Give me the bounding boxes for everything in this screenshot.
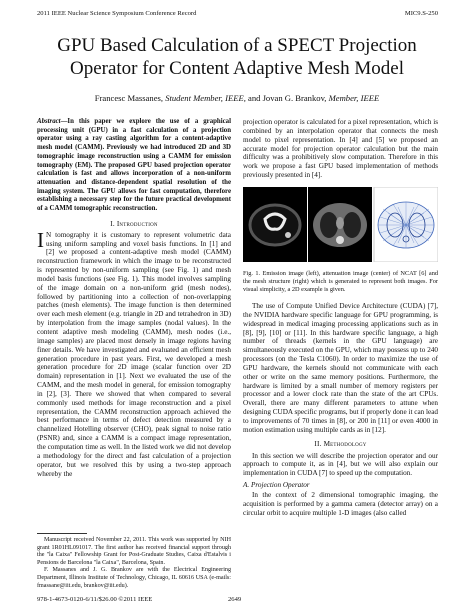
- author-2-role: Member, IEEE: [328, 93, 380, 103]
- title-line-1: GPU Based Calculation of a SPECT Projection: [57, 35, 417, 56]
- abstract-text: —In this paper we explore the use of a graphical processing unit (GPU) in a fast calculation of a projection operator using a ray casting algorithm for a content-adaptive mesh model (CAMM). Previously we had introduced 2D and 3D tomographic image reconstruction using a CAMM for emission tomography (EM). The proposed GPU based projection operator calculation is fast and allows incorporation of a non-uniform attenuation and distance-dependent spatial resolution of the imaging system. The GPU allows for fast computation, therefore establishing a necessary step for the future practical development of a CAMM tomographic reconstruction.: [37, 118, 231, 213]
- author-line: [0, 93, 474, 103]
- author-1: Francesc Massanes,: [94, 93, 164, 103]
- footnote-rule: [37, 533, 87, 534]
- right-paragraph-1: projection operator is calculated for a pixel representation, which is combined by an interpolation operator that connects the mesh model to pixel representation. In [4] and [5] we proposed an accurate model for projection operator calculation but the main difficulty was a prohibitively slow computation. Therefore in this work we propose a fast GPU based implementation of methods previously presented in [4].: [243, 118, 438, 180]
- section-heading-introduction: I. Introduction: [110, 219, 158, 228]
- footer-isbn: 978-1-4673-0120-6/11/$26.00 ©2011 IEEE: [37, 596, 153, 603]
- right-column-bottom: [243, 302, 438, 517]
- subsection-heading-projection-operator: A. Projection Operator: [243, 481, 310, 490]
- figure-1-caption: Fig. 1. Emission image (left), attenuation image (center) of NCAT [6] and the mesh structure (right) which is generated to represent both images. For visual simplicity, a 2D example is given.: [243, 270, 438, 293]
- paper-title: [0, 34, 474, 80]
- section-heading-methodology: II. Methodology: [314, 439, 367, 448]
- running-header-conference: 2011 IEEE Nuclear Science Symposium Conference Record: [37, 10, 197, 17]
- right-paragraph-2: The use of Compute Unified Device Architecture (CUDA) [7], the NVIDIA hardware specific language for GPU programming, is widespread in medical imaging processing applications such as in [8], [9], [10] or [11]. In this hardware specific language, a high number of threads (kernels in the GPU language) are simultaneously executed on the GPU, which may possess up to 240 processors (on the Tesla C1060). In order to maximize the use of GPU hardware, the kernels should not communicate with each other or write on the same memory positions. Furthermore, the hardware is limited by a small number of memory registers per processor and a lower clock rate than the state of the art CPUs. Overall, there are many different parameters to attune when designing CUDA specific programs, but if properly done it can lead to improvements of 70 times in [8], or 200 in [11] or even 4000 in motion estimation using multiple cards as in [12].: [243, 302, 439, 434]
- figure-1-images: [243, 187, 438, 262]
- introduction-text: N tomography it is customary to represent volumetric data using uniform sampling and voxel basis functions. In [1] and [2] we proposed a content-adaptive mesh model (CAMM) reconstruction framework in which the image to be reconstructed is represented by non-uniform sampling (see Fig. 1) and mesh model basis functions (see Fig. 1). This model involves sampling of the image domain on a non-uniform grid (mesh nodes), followed by partitioning into a collection of non-overlapping patches (mesh elements). The image function is then determined over each mesh element (e.g. triangle in 2D and tetrahedron in 3D) by interpolation from the image samples (nodal values). In the content adaptive mesh modeling (CAMM), mesh nodes (i.e., image samples) are placed most densely in image regions having finer details. We have investigated and evaluated an efficient mesh generation procedure in past years. First, we developed a mesh generation procedure for 2D image (scalar function over 2D domain) representation in [1]. Next we evaluated the use of the CAMM, and the mesh model in general, for emission tomography in [2], [3]. There we showed that when compared to several commonly used methods for image reconstruction and a pixel representation, the CAMM reconstruction approach achieved the best performance in terms of defect detection measured by a channelized Hotelling observer (CHO), peak signal to noise ratio (PSNR) and, since a CAMM is a compact image representation, the computation time as well. In the listed work we did not develop a methodology for the direct and fast calculation of a projection operator, but we resolved this by using a two-step approach whereby the: [37, 230, 231, 478]
- drop-cap: I: [37, 227, 44, 252]
- left-column: [37, 118, 231, 478]
- emission-image: [243, 187, 307, 262]
- introduction-paragraph: [37, 227, 231, 479]
- attenuation-image: [308, 187, 372, 262]
- author-2: and Jovan G. Brankov,: [248, 93, 327, 103]
- figure-1: [243, 187, 438, 262]
- projection-operator-paragraph: In the context of 2 dimensional tomographic imaging, the acquisition is performed by a gamma camera (detector array) on a circular orbit to acquire multiple 1-D images (also called: [243, 490, 438, 517]
- title-line-2: Operator for Content Adaptive Mesh Model: [69, 58, 404, 79]
- abstract-label: Abstract: [37, 118, 61, 125]
- footnote-affiliation: F. Massanes and J. G. Brankov are with the Electrical Engineering Department, Illinois Institute of Technology, Chicago, IL 60616 USA (e-mails: fmassane@iit.edu, brankov@iit.edu).: [37, 567, 231, 589]
- right-column-top: [243, 118, 438, 180]
- page-number: 2649: [228, 596, 242, 603]
- methodology-paragraph: In this section we will describe the projection operator and our approach to compute it, as in [4], but we will also explain our implementation in CUDA [7] to speed up the computation.: [243, 451, 438, 478]
- abstract: [37, 118, 231, 214]
- running-header-paper-id: MIC9.S-250: [404, 10, 438, 17]
- author-1-role: Student Member, IEEE,: [165, 93, 246, 103]
- footnotes: [37, 537, 231, 590]
- footnote-funding: Manuscript received November 22, 2011. This work was supported by NIH grant 1R01HL091017. The first author has received financial support through the "la Caixa" Fellowship Grant for Post-Graduate Studies, Caixa d'Estalvis i Pensions de Barcelona "la Caixa", Barcelona, Spain.: [37, 537, 231, 566]
- mesh-structure-image: [374, 187, 438, 262]
